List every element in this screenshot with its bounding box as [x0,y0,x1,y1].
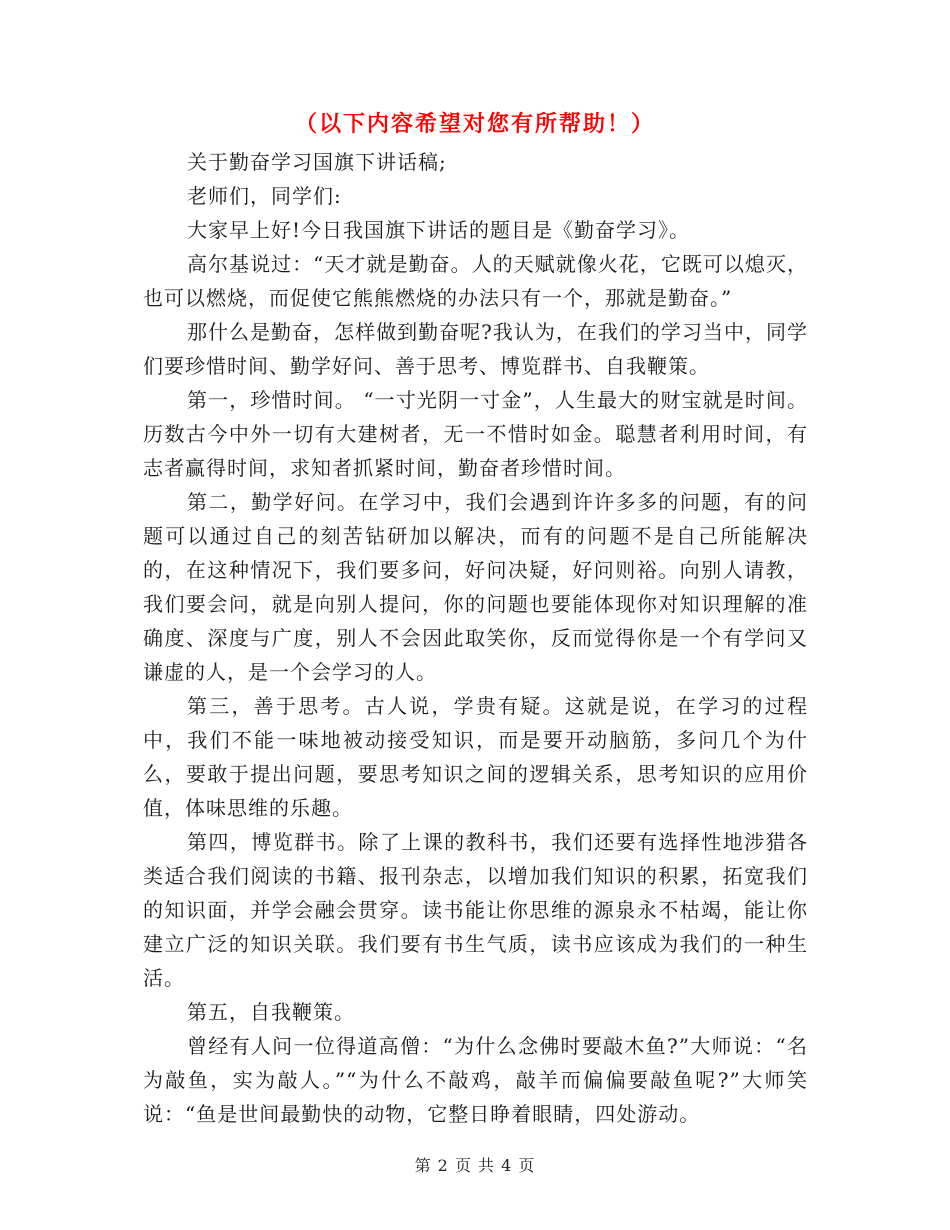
greeting-line: 老师们，同学们: [187,184,342,208]
quote-paragraph: 高尔基说过：“天才就是勤奋。人的天赋就像火花，它既可以熄灭，也可以燃烧，而促使它熊熊燃烧的办法只有一个，那就是勤奋。” [143,252,808,310]
speech-title-line: 关于勤奋学习国旗下讲话稿; [187,150,447,174]
speech-body [143,145,808,1131]
page-number-footer: 第 2 页 共 4 页 [414,1156,536,1175]
point-four-paragraph: 第四，博览群书。除了上课的教科书，我们还要有选择性地涉猎各类适合我们阅读的书籍、报刊杂志，以增加我们知识的积累，拓宽我们的知识面，并学会融会贯穿。读书能让你思维的源泉永不枯竭，能让你建立广泛的知识关联。我们要有书生气质，读书应该成为我们的一种生活。 [143,830,808,990]
point-three-paragraph: 第三，善于思考。古人说，学贵有疑。这就是说，在学习的过程中，我们不能一味地被动接受知识，而是要开动脑筋，多问几个为什么，要敢于提出问题，要思考知识之间的逻辑关系，思考知识的应用价值，体味思维的乐趣。 [143,694,808,820]
header-note: （以下内容希望对您有所帮助！） [294,111,655,137]
point-two-paragraph: 第二，勤学好问。在学习中，我们会遇到许许多多的问题，有的问题可以通过自己的刻苦钻研加以解决，而有的问题不是自己所能解决的，在这种情况下，我们要多问，好问决疑，好问则裕。向别人请教，我们要会问，就是向别人提问，你的问题也要能体现你对知识理解的准确度、深度与广度，别人不会因此取笑你，反而觉得你是一个有学问又谦虚的人，是一个会学习的人。 [143,490,808,684]
anecdote-paragraph: 曾经有人问一位得道高僧：“为什么念佛时要敲木鱼?”大师说：“名为敲鱼，实为敲人。”“为什么不敲鸡，敲羊而偏偏要敲鱼呢?”大师笑说：“鱼是世间最勤快的动物，它整日睁着眼睛，四处游动。 [143,1034,808,1126]
intro-paragraph: 那什么是勤奋，怎样做到勤奋呢?我认为，在我们的学习当中，同学们要珍惜时间、勤学好问、善于思考、博览群书、自我鞭策。 [143,320,808,378]
point-five-heading: 第五，自我鞭策。 [187,1000,355,1024]
point-one-paragraph: 第一，珍惜时间。 “一寸光阴一寸金”，人生最大的财宝就是时间。历数古今中外一切有大建树者，无一不惜时如金。聪慧者利用时间，有志者赢得时间，求知者抓紧时间，勤奋者珍惜时间。 [143,388,808,480]
opening-line: 大家早上好!今日我国旗下讲话的题目是《勤奋学习》。 [187,218,691,242]
